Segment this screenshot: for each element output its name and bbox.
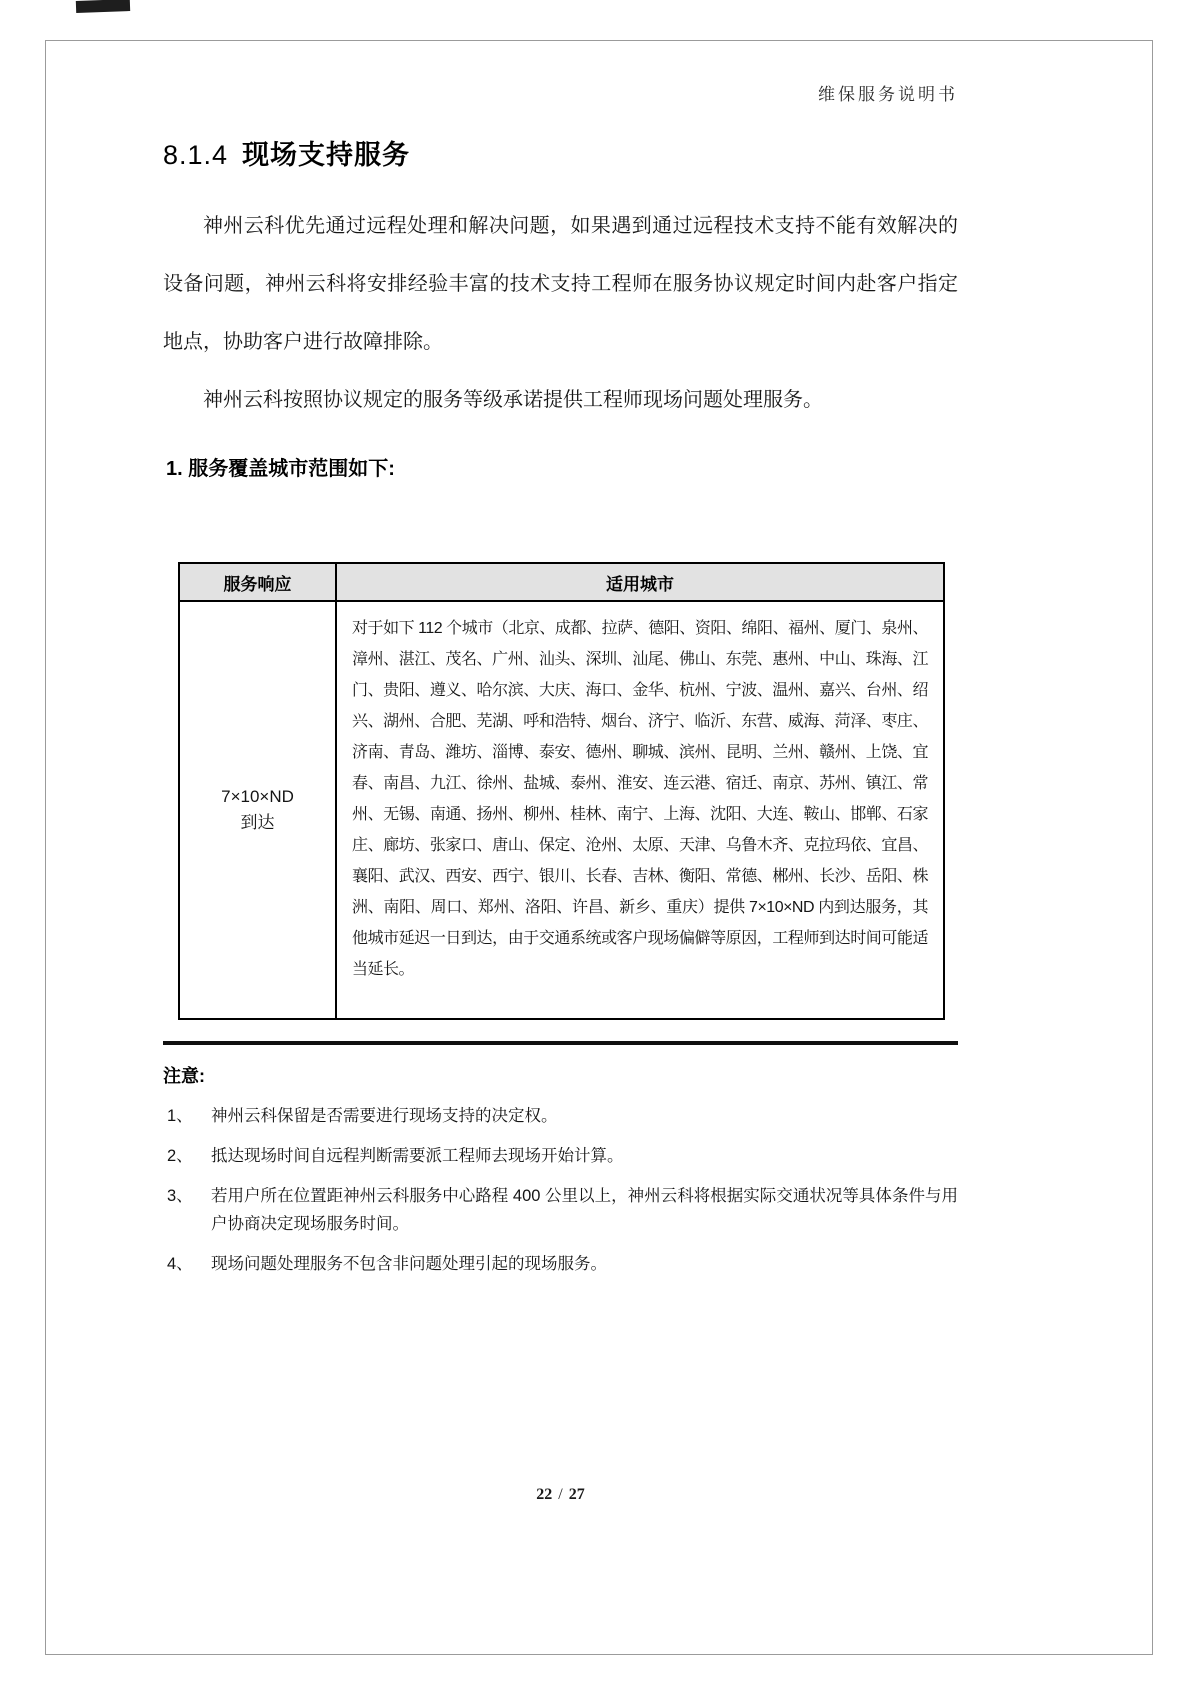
page-separator: /	[558, 1486, 563, 1503]
coverage-list-heading: 1. 服务覆盖城市范围如下:	[166, 458, 395, 480]
body-paragraphs	[163, 197, 958, 429]
paragraph-service-level: 神州云科按照协议规定的服务等级承诺提供工程师现场问题处理服务。	[203, 389, 823, 411]
response-line-1: 7×10×ND	[221, 787, 294, 806]
page-total: 27	[568, 1486, 585, 1503]
section-heading	[163, 133, 958, 172]
note-text: 抵达现场时间自远程判断需要派工程师去现场开始计算。	[211, 1147, 624, 1165]
response-line-2: 到达	[240, 813, 275, 832]
note-text: 神州云科保留是否需要进行现场支持的决定权。	[211, 1107, 558, 1125]
col-header-applicable-cities: 适用城市	[336, 563, 944, 601]
table-header-row	[179, 563, 944, 601]
note-text: 若用户所在位置距神州云科服务中心路程 400 公里以上，神州云科将根据实际交通状况等具体条件与用户协商决定现场服务时间。	[211, 1187, 958, 1233]
service-city-table	[178, 562, 945, 1020]
note-number: 4、	[167, 1255, 193, 1273]
note-number: 2、	[167, 1147, 193, 1165]
applicable-cities-cell: 对于如下 112 个城市（北京、成都、拉萨、德阳、资阳、绵阳、福州、厦门、泉州、漳州、湛江、茂名、广州、汕头、深圳、汕尾、佛山、东莞、惠州、中山、珠海、江门、贵阳、遵义、哈尔滨、大庆、海口、金华、杭州、宁波、温州、嘉兴、台州、绍兴、湖州、合肥、芜湖、呼和浩特、烟台、济宁、临沂、东营、威海、菏泽、枣庄、济南、青岛、潍坊、淄博、泰安、德州、聊城、滨州、昆明、兰州、赣州、上饶、宜春、南昌、九江、徐州、盐城、泰州、淮安、连云港、宿迁、南京、苏州、镇江、常州、无锡、南通、扬州、柳州、桂林、南宁、上海、沈阳、大连、鞍山、邯郸、石家庄、廊坊、张家口、唐山、保定、沧州、太原、天津、乌鲁木齐、克拉玛依、宜昌、襄阳、武汉、西安、西宁、银川、长春、吉林、衡阳、常德、郴州、长沙、岳阳、株洲、南阳、周口、郑州、洛阳、许昌、新乡、重庆）提供 7×10×ND 内到达服务，其他城市延迟一日到达，由于交通系统或客户现场偏僻等原因，工程师到达时间可能适当延长。	[336, 601, 944, 1019]
notes-list	[167, 1102, 958, 1278]
page-number-footer	[163, 1486, 958, 1504]
table-row	[179, 601, 944, 1019]
scan-artifact	[76, 0, 130, 13]
horizontal-divider	[163, 1041, 958, 1045]
note-number: 3、	[167, 1187, 193, 1205]
list-item	[167, 1102, 958, 1130]
list-item	[167, 1250, 958, 1278]
notes-title: 注意:	[163, 1066, 205, 1086]
list-item	[167, 1182, 958, 1238]
col-header-service-response: 服务响应	[179, 563, 336, 601]
section-number: 8.1.4	[163, 140, 229, 170]
list-item	[167, 1142, 958, 1170]
paragraph-remote-support: 神州云科优先通过远程处理和解决问题，如果遇到通过远程技术支持不能有效解决的设备问题，神州云科将安排经验丰富的技术支持工程师在服务协议规定时间内赴客户指定地点，协助客户进行故障排除。	[163, 215, 958, 353]
page-current: 22	[536, 1486, 553, 1503]
note-text: 现场问题处理服务不包含非问题处理引起的现场服务。	[211, 1255, 607, 1273]
document-header-title: 维保服务说明书	[818, 85, 958, 104]
service-response-cell	[179, 601, 336, 1019]
section-title: 现场支持服务	[242, 140, 411, 170]
note-number: 1、	[167, 1107, 193, 1125]
